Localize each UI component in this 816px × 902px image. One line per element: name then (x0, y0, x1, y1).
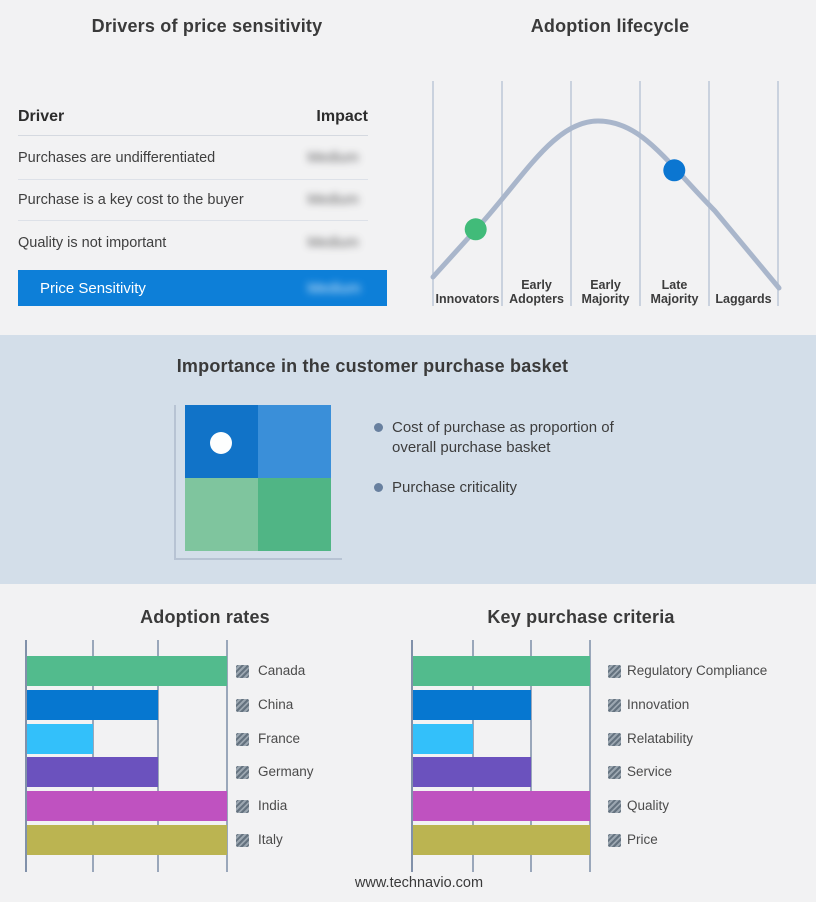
website-url: www.technavio.com (354, 875, 484, 891)
legend-label: France (258, 731, 301, 746)
legend-label: Quality (627, 798, 670, 813)
impact-cell-redacted: Medium (307, 192, 359, 208)
lifecycle-stage-labels (425, 272, 785, 306)
legend-label: Price (627, 832, 658, 847)
bar-service (413, 757, 531, 787)
price-sensitivity-highlight-row (18, 270, 387, 306)
highlight-driver-label: Price Sensitivity (40, 279, 146, 297)
lifecycle-stage-label: Late Majority (650, 278, 699, 306)
driver-cell: Quality is not important (18, 234, 167, 251)
driver-cell: Purchases are undifferentiated (18, 149, 216, 166)
bar-germany (27, 757, 158, 787)
legend-swatch-redacted (608, 733, 621, 746)
bullet-item (374, 478, 639, 498)
lifecycle-stage-label: Laggards (715, 292, 772, 306)
legend-label: Innovation (627, 697, 690, 712)
key-purchase-criteria-chart (411, 640, 816, 873)
highlight-impact-redacted: Medium (307, 279, 361, 297)
bar-relatability (413, 724, 473, 754)
lifecycle-stage-label: Innovators (435, 292, 500, 306)
drivers-table-title: Drivers of price sensitivity (91, 16, 323, 36)
drivers-table (18, 93, 368, 264)
legend-label: Regulatory Compliance (627, 663, 768, 678)
matrix-quadrant-top-right (258, 405, 331, 478)
table-row (18, 136, 368, 180)
innovators-stage-marker (465, 218, 487, 240)
legend-swatch-redacted (608, 665, 621, 678)
legend-swatch-redacted (236, 800, 249, 813)
legend-swatch-redacted (608, 800, 621, 813)
bullet-text: Cost of purchase as proportion of overall purchase basket (392, 419, 614, 456)
adoption-rates-title: Adoption rates (140, 607, 270, 627)
bullet-item (374, 418, 639, 457)
purchase-basket-title: Importance in the customer purchase basket (176, 356, 569, 376)
legend-swatch-redacted (608, 766, 621, 779)
matrix-position-dot (210, 432, 232, 454)
late-majority-stage-marker (663, 159, 685, 181)
bar-price (413, 825, 590, 855)
legend-swatch-redacted (608, 834, 621, 847)
bar-france (27, 724, 93, 754)
bar-china (27, 690, 158, 720)
lifecycle-stage-label: Early Adopters (509, 278, 564, 306)
bar-india (27, 791, 227, 821)
impact-column-header: Impact (316, 108, 368, 125)
table-row (18, 180, 368, 221)
bar-regulatory-compliance (413, 656, 590, 686)
legend-label: Canada (258, 663, 306, 678)
bar-innovation (413, 690, 531, 720)
legend-swatch-redacted (236, 733, 249, 746)
legend-label: Service (627, 764, 673, 779)
driver-column-header: Driver (18, 108, 65, 125)
lifecycle-stage-label: Early Majority (581, 278, 630, 306)
bullet-text: Purchase criticality (392, 479, 518, 496)
legend-label: Italy (258, 832, 283, 847)
legend-label: Germany (258, 764, 314, 779)
matrix-quadrant-bottom-right (258, 478, 331, 551)
legend-swatch-redacted (236, 699, 249, 712)
bar-canada (27, 656, 227, 686)
purchase-basket-matrix (185, 405, 331, 551)
legend-swatch-redacted (236, 665, 249, 678)
legend-label: China (258, 697, 294, 712)
bullet-icon (374, 423, 383, 432)
impact-cell-redacted: Medium (307, 234, 359, 251)
legend-swatch-redacted (608, 699, 621, 712)
legend-swatch-redacted (236, 834, 249, 847)
legend-label: India (258, 798, 288, 813)
adoption-rates-chart (25, 640, 408, 873)
key-purchase-criteria-title: Key purchase criteria (487, 607, 675, 627)
drivers-table-header (18, 93, 368, 136)
legend-label: Relatability (627, 731, 694, 746)
table-row (18, 221, 368, 264)
lifecycle-title: Adoption lifecycle (530, 16, 690, 36)
legend-swatch-redacted (236, 766, 249, 779)
matrix-quadrant-bottom-left (185, 478, 258, 551)
bullet-icon (374, 483, 383, 492)
bell-curve (433, 121, 779, 288)
driver-cell: Purchase is a key cost to the buyer (18, 192, 244, 208)
impact-cell-redacted: Medium (307, 149, 359, 166)
bar-quality (413, 791, 590, 821)
bar-italy (27, 825, 227, 855)
